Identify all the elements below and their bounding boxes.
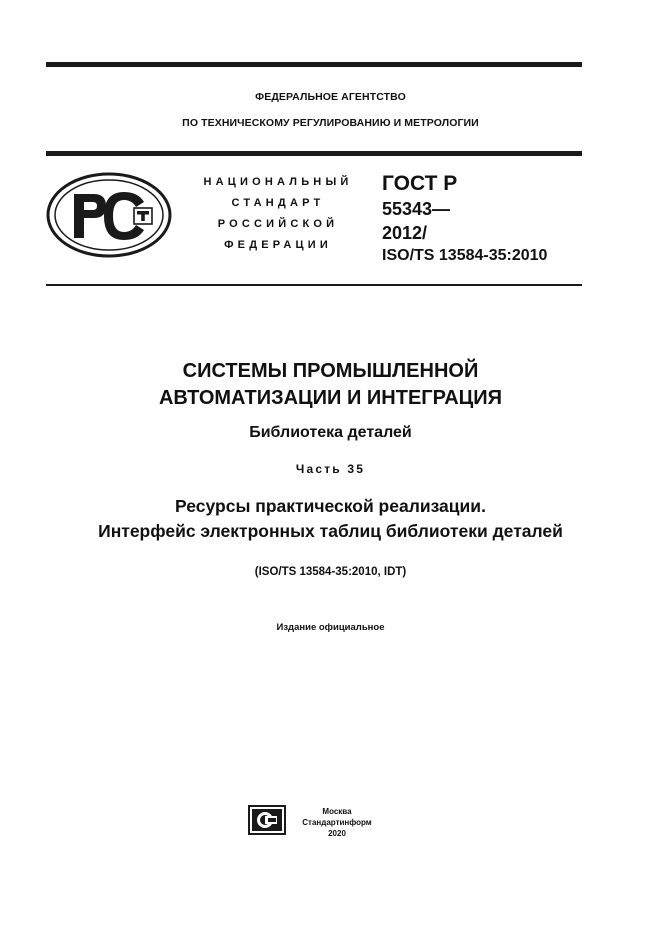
- iso-reference: (ISO/TS 13584-35:2010, IDT): [254, 566, 407, 578]
- national-standard-block: [193, 172, 363, 256]
- agency-line-2: ПО ТЕХНИЧЕСКОМУ РЕГУЛИРОВАНИЮ И МЕТРОЛОГИИ: [182, 117, 479, 129]
- national-standard-line-3: РОССИЙСКОЙ: [217, 218, 339, 230]
- header-bottom-rule: [46, 284, 582, 286]
- designation-line-4: ISO/TS 13584-35:2010: [382, 247, 548, 264]
- part-title-line-1: Ресурсы практической реализации.: [175, 496, 486, 516]
- part-title-line-2: Интерфейс электронных таблиц библиотеки деталей: [98, 521, 563, 541]
- middle-rule: [46, 151, 582, 156]
- title-line-2: АВТОМАТИЗАЦИИ И ИНТЕГРАЦИЯ: [158, 387, 503, 409]
- national-standard-line-1: НАЦИОНАЛЬНЫЙ: [203, 176, 353, 188]
- top-rule: [46, 62, 582, 67]
- national-standard-line-4: ФЕДЕРАЦИИ: [224, 239, 332, 251]
- publisher-imprint: [292, 806, 382, 839]
- agency-line-1: ФЕДЕРАЛЬНОЕ АГЕНТСТВО: [255, 91, 406, 103]
- part-title: [0, 494, 661, 544]
- title-line-1: СИСТЕМЫ ПРОМЫШЛЕННОЙ: [182, 360, 479, 382]
- designation-line-1: ГОСТ Р: [382, 172, 458, 195]
- designation-line-2: 55343—: [382, 199, 451, 219]
- designation-line-3: 2012/: [382, 223, 428, 243]
- rst-certification-logo-icon: [46, 172, 172, 258]
- standard-designation: [382, 170, 547, 267]
- edition-note: Издание официальное: [276, 622, 385, 633]
- national-standard-line-2: СТАНДАРТ: [231, 197, 325, 209]
- document-title: [0, 358, 661, 412]
- publisher-name: Стандартинформ: [302, 818, 372, 827]
- publisher-year: 2020: [328, 829, 346, 838]
- standartinform-logo-icon: [248, 805, 286, 835]
- publisher-city: Москва: [322, 807, 352, 816]
- part-number: Часть 35: [295, 462, 366, 476]
- document-subtitle: Библиотека деталей: [249, 424, 412, 441]
